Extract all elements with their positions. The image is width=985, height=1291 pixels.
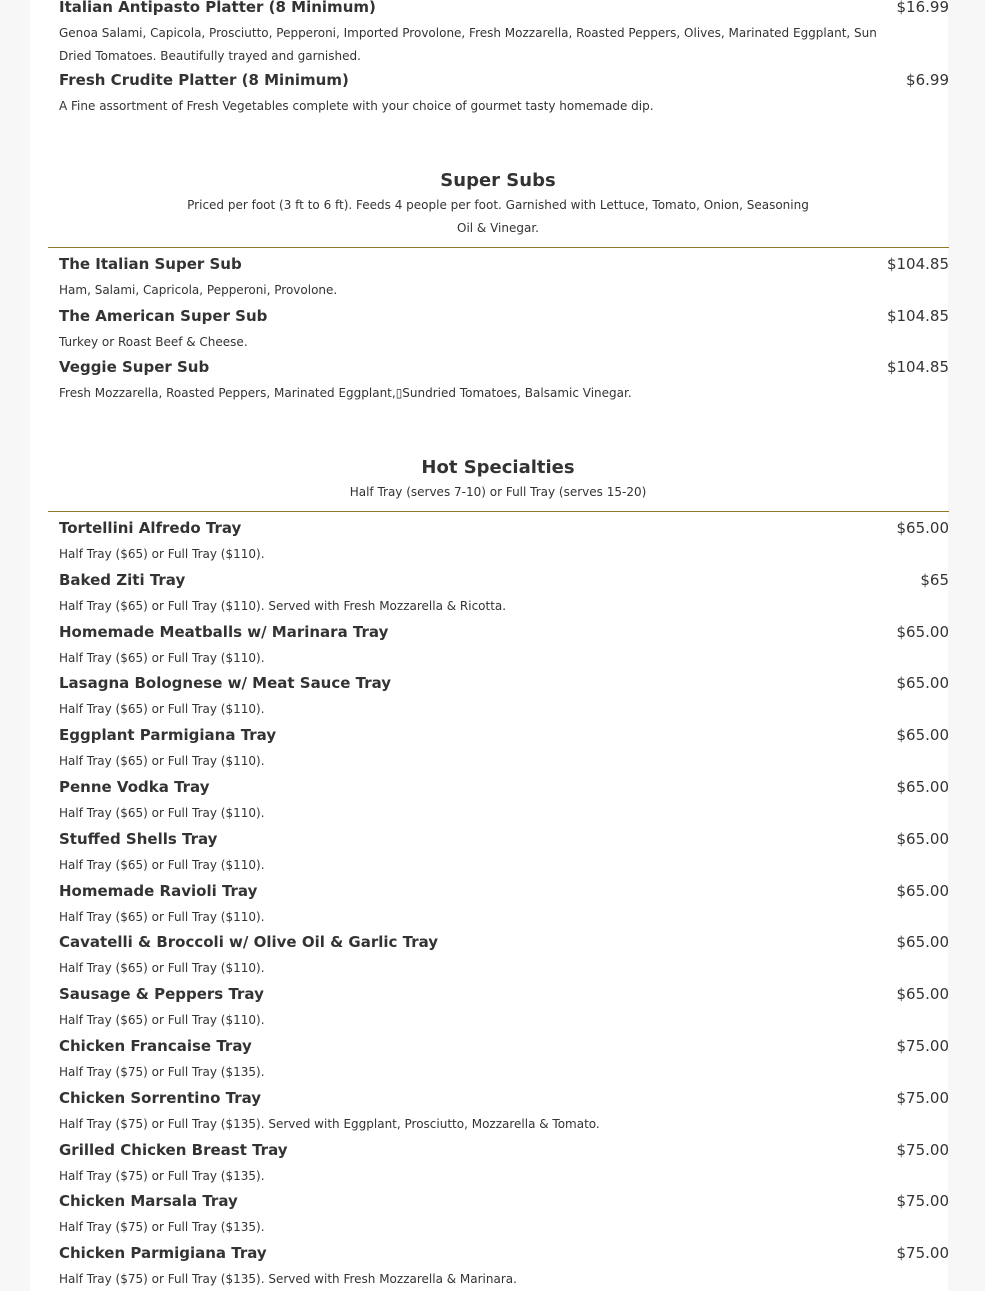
item-description: Half Tray ($75) or Full Tray ($135). Served with Eggplant, Prosciutto, Mozzarella & Tomato.: [59, 1116, 600, 1131]
item-name: Sausage & Peppers Tray: [59, 985, 264, 1004]
item-name: Penne Vodka Tray: [59, 778, 210, 796]
item-name: Chicken Marsala Tray: [59, 1192, 238, 1211]
item-name: Baked Ziti Tray: [59, 570, 186, 589]
item-description: Half Tray ($65) or Full Tray ($110).: [59, 1013, 265, 1028]
item-description: A Fine assortment of Fresh Vegetables complete with your choice of gourmet tasty homemade dip.: [59, 99, 654, 113]
item-price: $65.00: [896, 933, 949, 952]
item-price: $75.00: [896, 1037, 949, 1055]
item-price: $6.99: [906, 71, 949, 89]
item-description: Ham, Salami, Capricola, Pepperoni, Provolone.: [59, 283, 338, 297]
item-description: Half Tray ($65) or Full Tray ($110).: [59, 650, 265, 665]
item-description: Half Tray ($65) or Full Tray ($110).: [59, 806, 265, 820]
item-name: Stuffed Shells Tray: [59, 829, 218, 848]
item-price: $65.00: [896, 829, 949, 848]
item-price: $65.00: [896, 519, 949, 537]
item-name: The American Super Sub: [59, 306, 268, 325]
section-subtitle-hot-specialties: Half Tray (serves 7-10) or Full Tray (serves 15-20): [349, 485, 647, 499]
item-name: Eggplant Parmigiana Tray: [59, 726, 277, 745]
item-description: Half Tray ($65) or Full Tray ($110).: [59, 857, 265, 872]
item-name: Chicken Parmigiana Tray: [59, 1244, 267, 1263]
section-title-hot-specialties: Hot Specialties: [421, 457, 575, 478]
item-price: $75.00: [896, 1140, 949, 1159]
item-price: $65.00: [896, 622, 949, 641]
item-description: Half Tray ($75) or Full Tray ($135).: [59, 1220, 265, 1235]
item-price: $65.00: [896, 674, 949, 693]
item-price: $75.00: [896, 1088, 949, 1107]
item-description: Half Tray ($65) or Full Tray ($110).: [59, 754, 265, 769]
menu-page: [30, 0, 948, 1291]
item-description: Half Tray ($65) or Full Tray ($110). Served with Fresh Mozzarella & Ricotta.: [59, 598, 507, 613]
item-description: Half Tray ($65) or Full Tray ($110).: [59, 961, 265, 976]
section-divider: [48, 511, 949, 512]
item-description: Turkey or Roast Beef & Cheese.: [59, 334, 248, 349]
item-name: Lasagna Bolognese w/ Meat Sauce Tray: [59, 674, 392, 693]
item-name: Homemade Ravioli Tray: [59, 881, 258, 900]
item-price: $104.85: [886, 306, 949, 325]
item-price: $104.85: [886, 358, 949, 377]
item-description: Half Tray ($65) or Full Tray ($110).: [59, 702, 265, 717]
item-price: $75.00: [896, 1192, 949, 1211]
item-price: $104.85: [886, 255, 949, 273]
item-name: Grilled Chicken Breast Tray: [59, 1140, 288, 1159]
item-name: Homemade Meatballs w/ Marinara Tray: [59, 622, 389, 641]
item-name: The Italian Super Sub: [59, 255, 242, 273]
section-title-super-subs: Super Subs: [440, 170, 556, 191]
item-price: $65.00: [896, 778, 949, 796]
item-price: $65.00: [896, 985, 949, 1004]
item-name: Veggie Super Sub: [59, 358, 210, 377]
item-name: Tortellini Alfredo Tray: [59, 519, 242, 537]
item-price: $65: [920, 570, 949, 589]
item-description: Half Tray ($65) or Full Tray ($110).: [59, 547, 265, 561]
item-price: $16.99: [896, 0, 949, 16]
item-price: $65.00: [896, 881, 949, 900]
item-description: Half Tray ($65) or Full Tray ($110).: [59, 909, 265, 924]
item-name: Chicken Sorrentino Tray: [59, 1088, 262, 1107]
section-subtitle-super-subs: Priced per foot (3 ft to 6 ft). Feeds 4 people per foot. Garnished with Lettuce, Tomato, Onion, Seasoning Oil & Vinegar.: [187, 198, 809, 235]
item-name: Cavatelli & Broccoli w/ Olive Oil & Garlic Tray: [59, 933, 439, 952]
item-price: $75.00: [896, 1244, 949, 1263]
item-description: Half Tray ($75) or Full Tray ($135). Served with Fresh Mozzarella & Marinara.: [59, 1272, 517, 1287]
item-name: Italian Antipasto Platter (8 Minimum): [59, 0, 376, 16]
item-description: Fresh Mozzarella, Roasted Peppers, Marinated Eggplant,▯Sundried Tomatoes, Balsamic Vinegar.: [59, 386, 632, 401]
item-description: Half Tray ($75) or Full Tray ($135).: [59, 1168, 265, 1183]
section-divider: [48, 247, 949, 248]
item-description: Half Tray ($75) or Full Tray ($135).: [59, 1065, 265, 1079]
item-name: Chicken Francaise Tray: [59, 1037, 252, 1055]
item-name: Fresh Crudite Platter (8 Minimum): [59, 71, 349, 89]
item-price: $65.00: [896, 726, 949, 745]
item-description: Genoa Salami, Capicola, Prosciutto, Pepperoni, Imported Provolone, Fresh Mozzarella, Roasted Peppers, Olives, Marinated Eggplant, Sun Dried Tomatoes. Beautifully trayed and garnished.: [59, 26, 877, 63]
